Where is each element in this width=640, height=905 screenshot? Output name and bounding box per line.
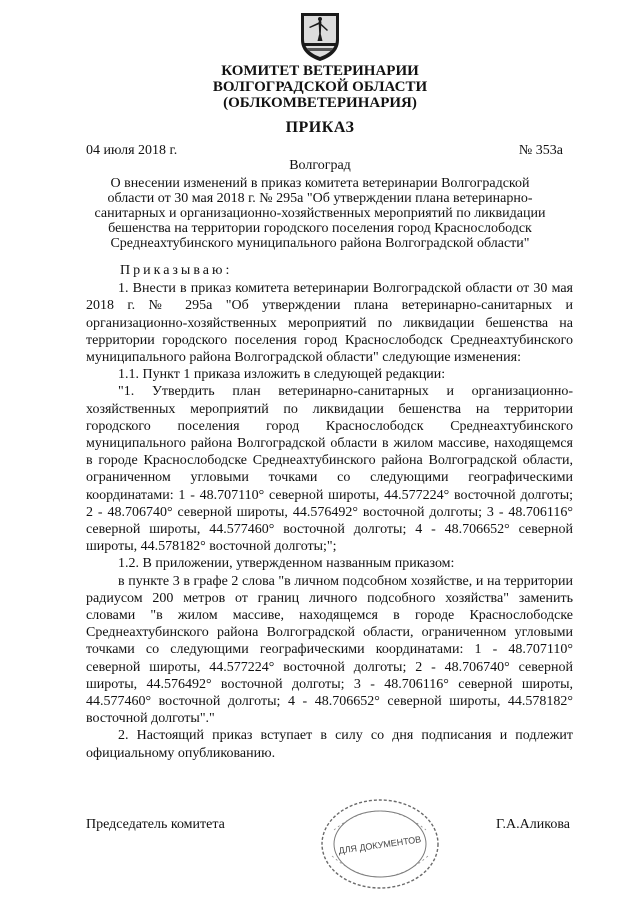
paragraph-2: 2. Настоящий приказ вступает в силу со дня подписания и подлежит официальному опубликованию. — [86, 728, 573, 761]
document-city: Волгоград — [289, 158, 351, 173]
document-subject: О внесении изменений в приказ комитета ветеринарии Волгоградской области от 30 мая 2018 г. № 295а "Об утверждении плана ветеринарно-санитарных и организационно-хозяйственных мероприятий по ликвидации бешенства на территории городского поселения город Краснослободск Среднеахтубинского муниципального района Волгоградской области" — [94, 176, 546, 251]
org-name-line1: КОМИТЕТ ВЕТЕРИНАРИИ — [221, 63, 419, 79]
paragraph-1: 1. Внести в приказ комитета ветеринарии Волгоградской области от 30 мая 2018 г. № 295а "Об утверждении плана ветеринарно-санитарных и организационно-хозяйственных мероприятий по ликвидации бешенства на территории городского поселения город Краснослободск Среднеахтубинского муниципального района Волгоградской области" следующие изменения: — [86, 281, 573, 366]
paragraph-1-2-text: в пункте 3 в графе 2 слова "в личном подсобном хозяйстве, и на территории радиусом 200 метров от границ личного подсобного хозяйства" заменить словами "в жилом массиве, находящемся в городе Краснослободске Среднеахтубинского района Волгоградской области, ограниченном угловыми точками со следующими географическими координатами: 1 - 48.707110° северной широты, 44.577224° восточной долготы; 2 - 48.706740° северной широты, 44.576492° восточной долготы; 3 - 48.706116° северной широты, 44.577460° восточной долготы; 4 - 48.706652° северной широты, 44.578182° восточной долготы"." — [86, 573, 573, 727]
paragraph-1-1: 1.1. Пункт 1 приказа изложить в следующей редакции: — [118, 367, 446, 383]
signature-name: Г.А.Аликова — [496, 817, 570, 832]
paragraph-1-1-quote: "1. Утвердить план ветеринарно-санитарных и организационно-хозяйственных мероприятий по ликвидации бешенства на территории городского поселения город Краснослободск Среднеахтубинского муниципального района Волгоградской области в жилом массиве, находящемся в городе Краснослободске Среднеахтубинского района Волгоградской области, ограниченном угловыми точками со следующими географическими координатами: 1 - 48.707110° северной широты, 44.577224° восточной долготы; 2 - 48.706740° северной широты, 44.576492° восточной долготы; 3 - 48.706116° северной широты, 44.577460° восточной долготы; 4 - 48.706652° северной широты, 44.578182° восточной долготы;"; — [86, 384, 573, 555]
paragraph-1-2: 1.2. В приложении, утвержденном названным приказом: — [118, 556, 455, 572]
document-body — [86, 262, 573, 762]
coat-of-arms-icon — [298, 10, 342, 62]
stamp-seal-icon — [316, 786, 444, 894]
decree-word: Приказываю: — [120, 263, 233, 278]
document-number: № 353а — [518, 143, 563, 158]
org-name-line2: ВОЛГОГРАДСКОЙ ОБЛАСТИ — [212, 79, 428, 95]
signature-title: Председатель комитета — [86, 817, 225, 832]
document-date: 04 июля 2018 г. — [86, 143, 178, 158]
document-title: ПРИКАЗ — [285, 119, 355, 136]
org-name-line3: (ОБЛКОМВЕТЕРИНАРИЯ) — [223, 95, 417, 111]
stamp-text: ДЛЯ ДОКУМЕНТОВ — [337, 834, 422, 856]
